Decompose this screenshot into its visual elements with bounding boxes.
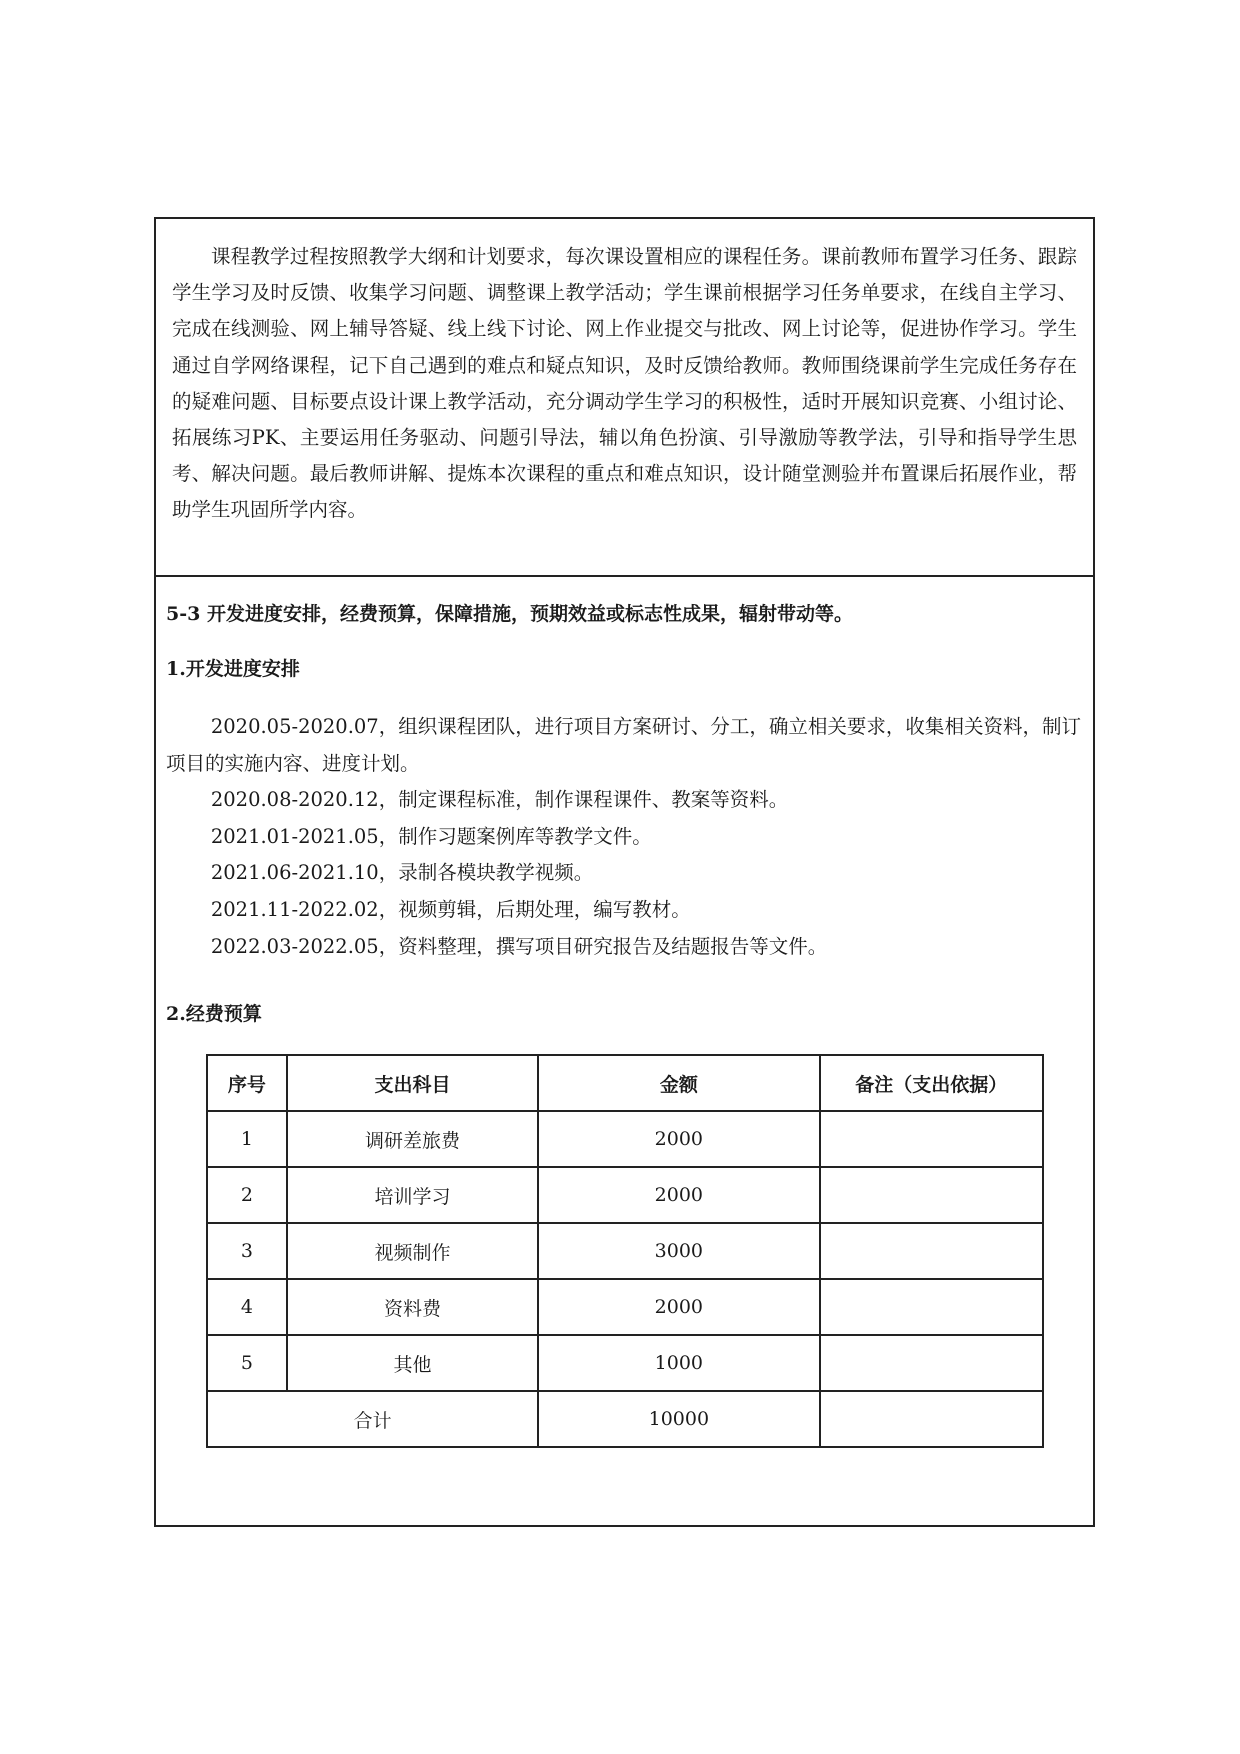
row-note [820,1223,1043,1279]
header-no: 序号 [207,1055,287,1111]
row-amount: 2000 [538,1111,819,1167]
row-item: 其他 [287,1335,538,1391]
budget-row [207,1167,1043,1223]
schedule-item: 2022.03-2022.05，资料整理，撰写项目研究报告及结题报告等文件。 [210,934,828,958]
schedule-item: 2020.05-2020.07，组织课程团队，进行项目方案研讨、分工，确立相关要求，收集相关资料，制订项目的实施内容、进度计划。 [166,715,1081,775]
row-no: 5 [207,1335,287,1391]
budget-row [207,1111,1043,1167]
row-item: 资料费 [287,1279,538,1335]
row-amount: 2000 [538,1167,819,1223]
row-item: 调研差旅费 [287,1111,538,1167]
total-note [820,1391,1043,1447]
row-note [820,1279,1043,1335]
section-title: 5-3 开发进度安排，经费预算，保障措施，预期效益或标志性成果，辐射带动等。 [166,603,853,625]
schedule-item: 2021.11-2022.02，视频剪辑，后期处理，编写教材。 [210,897,691,921]
schedule-title: 1.开发进度安排 [166,658,300,680]
header-note: 备注（支出依据） [820,1055,1043,1111]
budget-header-row [207,1055,1043,1111]
schedule-item: 2020.08-2020.12，制定课程标准，制作课程课件、教案等资料。 [210,788,789,812]
row-item: 视频制作 [287,1223,538,1279]
row-no: 3 [207,1223,287,1279]
schedule-item: 2021.06-2021.10，录制各模块教学视频。 [210,861,594,885]
budget-total-row [207,1391,1043,1447]
budget-row [207,1335,1043,1391]
teaching-process-section [156,219,1093,577]
form-frame [154,217,1095,1527]
row-no: 1 [207,1111,287,1167]
row-amount: 3000 [538,1223,819,1279]
total-label: 合计 [207,1391,538,1447]
row-amount: 2000 [538,1279,819,1335]
total-amount: 10000 [538,1391,819,1447]
row-no: 2 [207,1167,287,1223]
row-no: 4 [207,1279,287,1335]
budget-row [207,1223,1043,1279]
budget-table [206,1054,1044,1448]
schedule-list [166,709,1081,965]
header-item: 支出科目 [287,1055,538,1111]
row-item: 培训学习 [287,1167,538,1223]
row-note [820,1335,1043,1391]
row-note [820,1111,1043,1167]
teaching-process-paragraph: 课程教学过程按照教学大纲和计划要求，每次课设置相应的课程任务。课前教师布置学习任务、跟踪学生学习及时反馈、收集学习问题、调整课上教学活动；学生课前根据学习任务单要求，在线自主学习、完成在线测验、网上辅导答疑、线上线下讨论、网上作业提交与批改、网上讨论等，促进协作学习。学生通过自学网络课程，记下自己遇到的难点和疑点知识，及时反馈给教师。教师围绕课前学生完成任务存在的疑难问题、目标要点设计课上教学活动，充分调动学生学习的积极性，适时开展知识竞赛、小组讨论、拓展练习PK、主要运用任务驱动、问题引导法，辅以角色扮演、引导激励等教学法，引导和指导学生思考、解决问题。最后教师讲解、提炼本次课程的重点和难点知识，设计随堂测验并布置课后拓展作业，帮助学生巩固所学内容。 [172,245,1077,522]
schedule-item: 2021.01-2021.05，制作习题案例库等教学文件。 [210,824,652,848]
row-note [820,1167,1043,1223]
header-amount: 金额 [538,1055,819,1111]
budget-title: 2.经费预算 [166,1003,262,1025]
row-amount: 1000 [538,1335,819,1391]
budget-row [207,1279,1043,1335]
